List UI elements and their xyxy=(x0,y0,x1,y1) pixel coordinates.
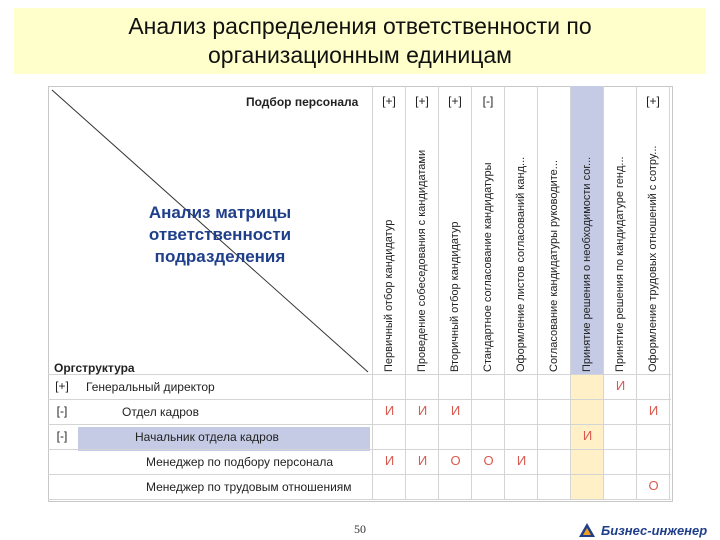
row-org-unit-label[interactable]: Менеджер по подбору персонала xyxy=(146,455,334,469)
process-group-title: Подбор персонала xyxy=(246,95,359,109)
brand-name: Бизнес-инженер xyxy=(601,522,708,538)
column-expand-toggle[interactable]: [+] xyxy=(382,94,396,108)
matrix-cell[interactable]: И xyxy=(384,403,395,418)
column-expand-toggle[interactable]: [-] xyxy=(482,94,494,108)
matrix-cell[interactable]: И xyxy=(417,453,428,468)
column-expand-toggle[interactable]: [+] xyxy=(646,94,660,108)
column-header-process[interactable]: Стандартное согласование кандидатуры xyxy=(482,162,494,372)
column-header-process[interactable]: Вторичный отбор кандидатур xyxy=(449,221,461,372)
column-expand-toggle[interactable]: [+] xyxy=(415,94,429,108)
column-header-process[interactable]: Оформление трудовых отношений с сотру... xyxy=(647,145,659,372)
column-header-process[interactable]: Проведение собеседования с кандидатами xyxy=(416,149,428,372)
title-line-2: организационным единицам xyxy=(208,42,512,68)
row-org-unit-label[interactable]: Генеральный директор xyxy=(86,380,215,394)
matrix-cell[interactable]: И xyxy=(417,403,428,418)
column-header-process[interactable]: Принятие решения по кандидатуре генд... xyxy=(614,156,626,372)
org-structure-title: Оргструктура xyxy=(54,361,135,375)
matrix-cell[interactable]: О xyxy=(450,453,461,468)
overlay-line-1: Анализ матрицы xyxy=(148,203,292,222)
title-line-1: Анализ распределения ответственности по xyxy=(128,13,592,39)
column-header-process[interactable]: Первичный отбор кандидатур xyxy=(383,219,395,372)
matrix-cell[interactable]: И xyxy=(384,453,395,468)
matrix-cell[interactable]: И xyxy=(582,428,593,443)
column-header-process[interactable]: Оформление листов согласований канд... xyxy=(515,156,527,372)
matrix-cell[interactable]: И xyxy=(615,378,626,393)
matrix-cell[interactable]: И xyxy=(450,403,461,418)
arrow-triangle-logo-icon xyxy=(578,521,596,539)
overlay-line-2: ответственности xyxy=(148,225,292,244)
column-expand-toggle[interactable]: [+] xyxy=(448,94,462,108)
row-expand-toggle[interactable]: [-] xyxy=(56,429,68,443)
row-expand-toggle[interactable]: [+] xyxy=(55,379,69,393)
row-org-unit-label[interactable]: Менеджер по трудовым отношениям xyxy=(146,480,352,494)
matrix-analysis-label xyxy=(120,202,320,268)
overlay-line-3: подразделения xyxy=(154,247,286,266)
row-expand-toggle[interactable]: [-] xyxy=(56,404,68,418)
matrix-cell[interactable]: И xyxy=(516,453,527,468)
row-org-unit-label[interactable]: Начальник отдела кадров xyxy=(135,430,279,444)
matrix-cell[interactable]: О xyxy=(483,453,494,468)
page-number: 50 xyxy=(354,522,366,536)
column-header-process[interactable]: Принятие решения о необходимости сог... xyxy=(581,156,593,372)
row-org-unit-label[interactable]: Отдел кадров xyxy=(122,405,199,419)
brand-logo xyxy=(578,520,707,540)
column-header-process[interactable]: Согласование кандидатуры руководите... xyxy=(548,160,560,372)
matrix-cell[interactable]: О xyxy=(648,478,659,493)
matrix-cell[interactable]: И xyxy=(648,403,659,418)
